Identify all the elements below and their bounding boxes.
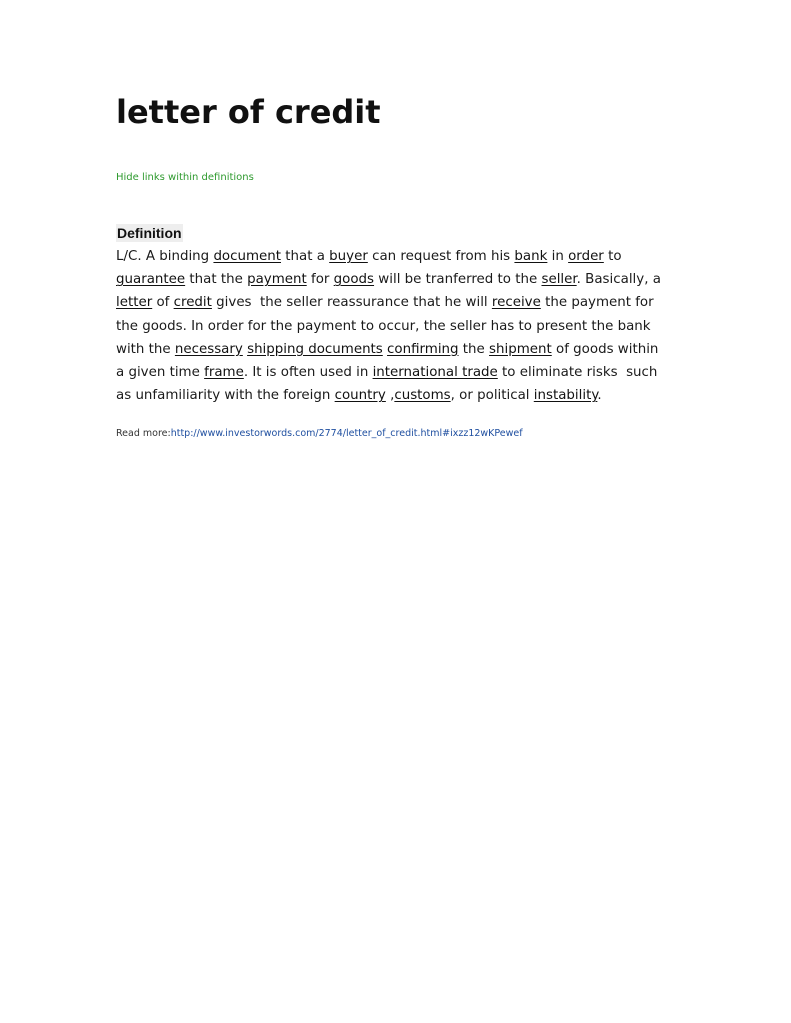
page-title: letter of credit (116, 93, 381, 131)
term-link-document[interactable]: document (213, 249, 281, 264)
term-link-confirming[interactable]: confirming (387, 341, 459, 357)
definition-line (116, 361, 691, 384)
definition-text: in (547, 249, 569, 264)
definition-line (116, 291, 691, 314)
term-link-necessary[interactable]: necessary (174, 341, 243, 357)
definition-text: the goods. In order for the payment to occur, the seller has to present the bank (116, 318, 651, 334)
definition-text: to eliminate risks such (497, 365, 658, 381)
definition-text: as unfamiliarity with the foreign (116, 388, 335, 404)
term-link-guarantee[interactable]: guarantee (116, 272, 186, 288)
term-link-letter[interactable]: letter (116, 295, 153, 311)
definition-text: will be tranferred to the (374, 272, 542, 288)
term-link-order[interactable]: order (568, 249, 604, 264)
definition-text: , or political (450, 388, 534, 404)
definition-text: gives the seller reassurance that he will (211, 295, 492, 311)
read-more-url-link[interactable]: http://www.investorwords.com/2774/letter_of_credit.html#ixzz12wKPewef (170, 428, 523, 439)
definition-line (116, 384, 691, 407)
term-link-instability[interactable]: instability (533, 388, 598, 404)
term-link-shipping-documents[interactable]: shipping documents (247, 341, 383, 357)
definition-text: can request from his (367, 249, 515, 264)
term-link-bank[interactable]: bank (514, 249, 548, 264)
definition-heading: Definition (117, 225, 182, 241)
term-link-buyer[interactable]: buyer (329, 249, 368, 264)
term-link-country[interactable]: country (334, 388, 386, 404)
definition-text: , (385, 388, 395, 404)
definition-text: with the (116, 341, 175, 357)
definition-text: the payment for (540, 295, 654, 311)
term-link-receive[interactable]: receive (491, 295, 541, 311)
definition-line (116, 338, 691, 361)
definition-text: a given time (116, 365, 205, 381)
term-link-international-trade[interactable]: international trade (372, 365, 498, 381)
definition-text: to (603, 249, 622, 264)
read-more-label: Read more: (116, 428, 171, 439)
definition-text: . (597, 388, 602, 404)
term-link-seller[interactable]: seller (541, 272, 577, 288)
term-link-credit[interactable]: credit (173, 295, 212, 311)
term-link-customs[interactable]: customs (394, 388, 451, 404)
definition-body (116, 245, 691, 407)
definition-text: for (306, 272, 334, 288)
term-link-shipment[interactable]: shipment (489, 341, 552, 357)
term-link-payment[interactable]: payment (247, 272, 307, 288)
definition-text: the (458, 341, 490, 357)
hide-links-toggle[interactable]: Hide links within definitions (116, 172, 254, 183)
definition-text: L/C. A binding (116, 249, 214, 264)
definition-line (116, 268, 691, 291)
definition-text: that the (185, 272, 248, 288)
definition-text: . It is often used in (243, 365, 373, 381)
definition-text: . Basically, a (576, 272, 661, 288)
definition-text: of goods within (551, 341, 659, 357)
read-more (116, 427, 523, 441)
definition-text: of (152, 295, 174, 311)
definition-line (116, 245, 691, 268)
term-link-goods[interactable]: goods (333, 272, 375, 288)
term-link-frame[interactable]: frame (204, 365, 244, 381)
definition-text: that a (281, 249, 330, 264)
definition-line (116, 315, 691, 338)
